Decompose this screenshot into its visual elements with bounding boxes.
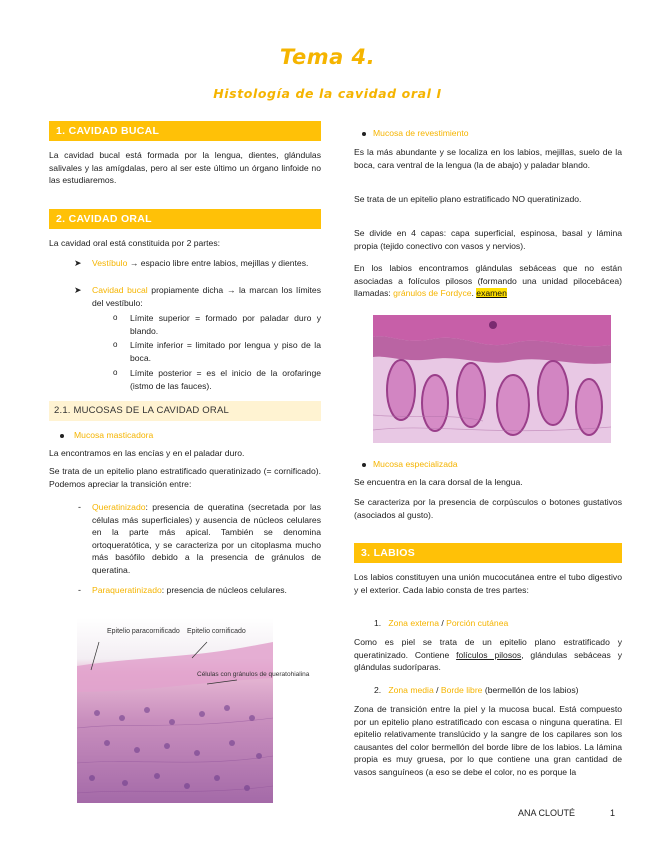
especializada-p1: Se encuentra en la cara dorsal de la lengua.: [354, 477, 523, 487]
arrow-bullet-icon: ➤: [74, 258, 82, 268]
masticadora-description: Se trata de un epitelio plano estratificado queratinizado (= cornificado). Podemos apreciar la transición entre:: [49, 466, 321, 489]
dash-bullet-icon: -: [78, 502, 81, 512]
labios-p2: Como es piel se trata de un epitelio plano estratificado y queratinizado. Contiene folículos pilosos, glándulas sebáceas y glándulas sudoríparas.: [354, 637, 622, 672]
especializada-p2: Se caracteriza por la presencia de corpúsculos o botones gustativos (asociados al gusto).: [354, 497, 622, 520]
masticadora-location: La encontramos en las encías y en el paladar duro.: [49, 448, 245, 458]
circle-bullet-icon: o: [113, 313, 118, 322]
histology-image-labio: [373, 315, 611, 443]
section-1-text: La cavidad bucal está formada por la lengua, dientes, glándulas salivales y las amígdalas, pero al ser este último un órgano linfoide no las estudiaremos.: [49, 150, 321, 185]
zona-media-item: 2. Zona media / Borde libre (bermellón de los labios): [374, 685, 579, 695]
section-2-1-header: 2.1. MUCOSAS DE LA CAVIDAD ORAL: [49, 401, 321, 421]
bullet-cavidad-bucal: Cavidad bucal propiamente dicha → la marcan los límites del vestíbulo:: [92, 285, 321, 308]
arrow-bullet-icon: ➤: [74, 285, 82, 295]
labios-p1: Los labios constituyen una unión mucocutánea entre el tubo digestivo y el exterior. Cada labio consta de tres partes:: [354, 572, 622, 595]
mucosa-revestimiento-label: Mucosa de revestimiento: [373, 128, 469, 138]
labios-p3: Zona de transición entre la piel y la mucosa bucal. Está compuesto por un epitelio plano estratificado con escasa o ninguna queratina. El epitelio relativamente translúcido y la sangre de los capilares son los causantes del color bermellón del borde libre de los labios. La lámina propia es muy gruesa, por lo que contiene una gran cantidad de vasos sanguíneos (a eso se debe el color, no es porque la: [354, 704, 622, 777]
mucosa-especializada-label: Mucosa especializada: [373, 459, 458, 469]
revestimiento-p4: En los labios encontramos glándulas sebáceas que no están asociadas a folículos pilosos (formando una unidad pilocebácea) llamadas: gránulos de Fordyce. examen: [354, 263, 622, 298]
bullet-dot-icon: [362, 132, 366, 136]
section-2-text: La cavidad oral está constituida por 2 partes:: [49, 238, 221, 248]
dash-bullet-icon: -: [78, 585, 81, 595]
footer-page-number: 1: [610, 808, 616, 818]
label-celulas-granulos: Células con gránulos de queratohialina: [197, 671, 310, 678]
label-epitelio-paracornificado: Epitelio paracornificado: [107, 628, 180, 635]
revestimiento-p3: Se divide en 4 capas: capa superficial, espinosa, basal y lámina propia (tejido conectivo con vasos y nervios).: [354, 228, 622, 251]
limit-inferior: Límite inferior = limitado por lengua y piso de la boca.: [130, 340, 321, 363]
circle-bullet-icon: o: [113, 340, 118, 349]
revestimiento-p1: Es la más abundante y se localiza en los labios, mejillas, suelo de la boca, cara ventral de la lengua (la de abajo) y paladar blando.: [354, 147, 622, 170]
bullet-dot-icon: [60, 434, 64, 438]
limit-superior: Límite superior = formado por paladar duro y blando.: [130, 313, 321, 336]
section-1-header: 1. CAVIDAD BUCAL: [49, 121, 321, 141]
label-epitelio-cornificado: Epitelio cornificado: [187, 628, 246, 635]
section-3-header: 3. LABIOS: [354, 543, 622, 563]
mucosa-masticadora-label: Mucosa masticadora: [74, 430, 154, 440]
zona-externa-item: 1. Zona externa / Porción cutánea: [374, 618, 509, 628]
histology-image-masticadora: [77, 618, 310, 803]
circle-bullet-icon: o: [113, 368, 118, 377]
bullet-dot-icon: [362, 463, 366, 467]
revestimiento-p2: Se trata de un epitelio plano estratificado NO queratinizado.: [354, 194, 582, 204]
bullet-vestibulo: Vestíbulo → espacio libre entre labios, mejillas y dientes.: [92, 258, 309, 268]
queratinizado-item: Queratinizado: presencia de queratina (secretada por las células más superficiales) y ausencia de núcleos celulares en la parte más apical. También se denomina ortoqueratótica, y se caracteriza por un citoplasma mucho más basófilo debido a la presencia de gránulos de queratina.: [92, 502, 321, 575]
section-2-header: 2. CAVIDAD ORAL: [49, 209, 321, 229]
page-title: Tema 4.: [279, 45, 376, 69]
footer-author: ANA CLOUTÉ: [518, 808, 576, 818]
page-subtitle: Histología de la cavidad oral I: [213, 86, 442, 101]
limit-posterior: Límite posterior = es el inicio de la orofaringe (istmo de las fauces).: [130, 368, 321, 391]
paraqueratinizado-item: Paraqueratinizado: presencia de núcleos celulares.: [92, 585, 287, 595]
